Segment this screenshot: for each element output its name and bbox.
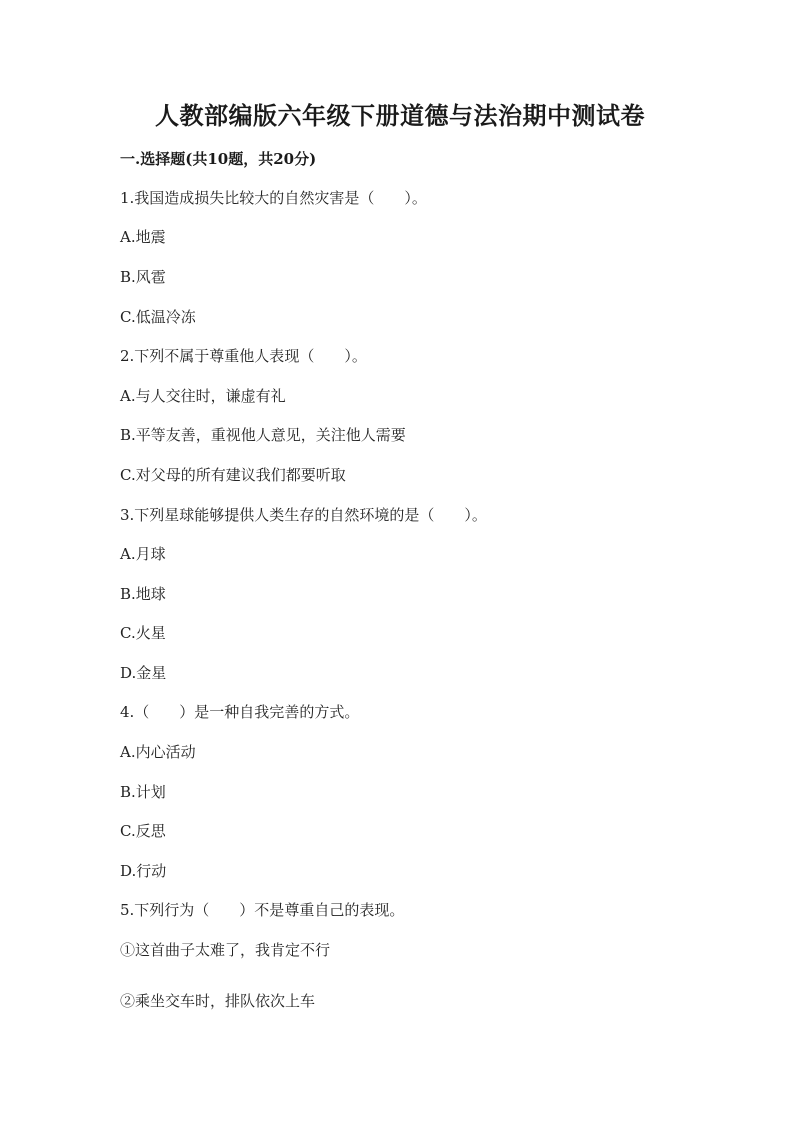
option-3c: C.火星 <box>120 624 166 642</box>
question-5: 5.下列行为（ ）不是尊重自己的表现。 <box>120 901 405 919</box>
statement-5-1: ①这首曲子太难了，我肯定不行 <box>120 941 331 959</box>
question-3: 3.下列星球能够提供人类生存的自然环境的是（ ）。 <box>120 506 487 524</box>
option-3a: A.月球 <box>120 545 166 563</box>
option-1a: A.地震 <box>120 228 166 246</box>
statement-5-2: ②乘坐交车时，排队依次上车 <box>120 992 316 1010</box>
option-4c: C.反思 <box>120 822 166 840</box>
option-4d: D.行动 <box>120 862 167 880</box>
question-4: 4.（ ）是一种自我完善的方式。 <box>120 703 360 721</box>
option-3b: B.地球 <box>120 585 166 603</box>
section-heading: 一.选择题(共10题，共20分) <box>120 150 317 168</box>
option-1c: C.低温冷冻 <box>120 308 196 326</box>
question-2: 2.下列不属于尊重他人表现（ ）。 <box>120 347 367 365</box>
option-2a: A.与人交往时，谦虚有礼 <box>120 387 286 405</box>
option-2c: C.对父母的所有建议我们都要听取 <box>120 466 346 484</box>
option-3d: D.金星 <box>120 664 167 682</box>
option-2b: B.平等友善，重视他人意见，关注他人需要 <box>120 426 406 444</box>
option-1b: B.风雹 <box>120 268 166 286</box>
option-4b: B.计划 <box>120 783 166 801</box>
option-4a: A.内心活动 <box>120 743 196 761</box>
question-1: 1.我国造成损失比较大的自然灾害是（ ）。 <box>120 189 427 207</box>
page-title: 人教部编版六年级下册道德与法治期中测试卷 <box>155 101 645 130</box>
